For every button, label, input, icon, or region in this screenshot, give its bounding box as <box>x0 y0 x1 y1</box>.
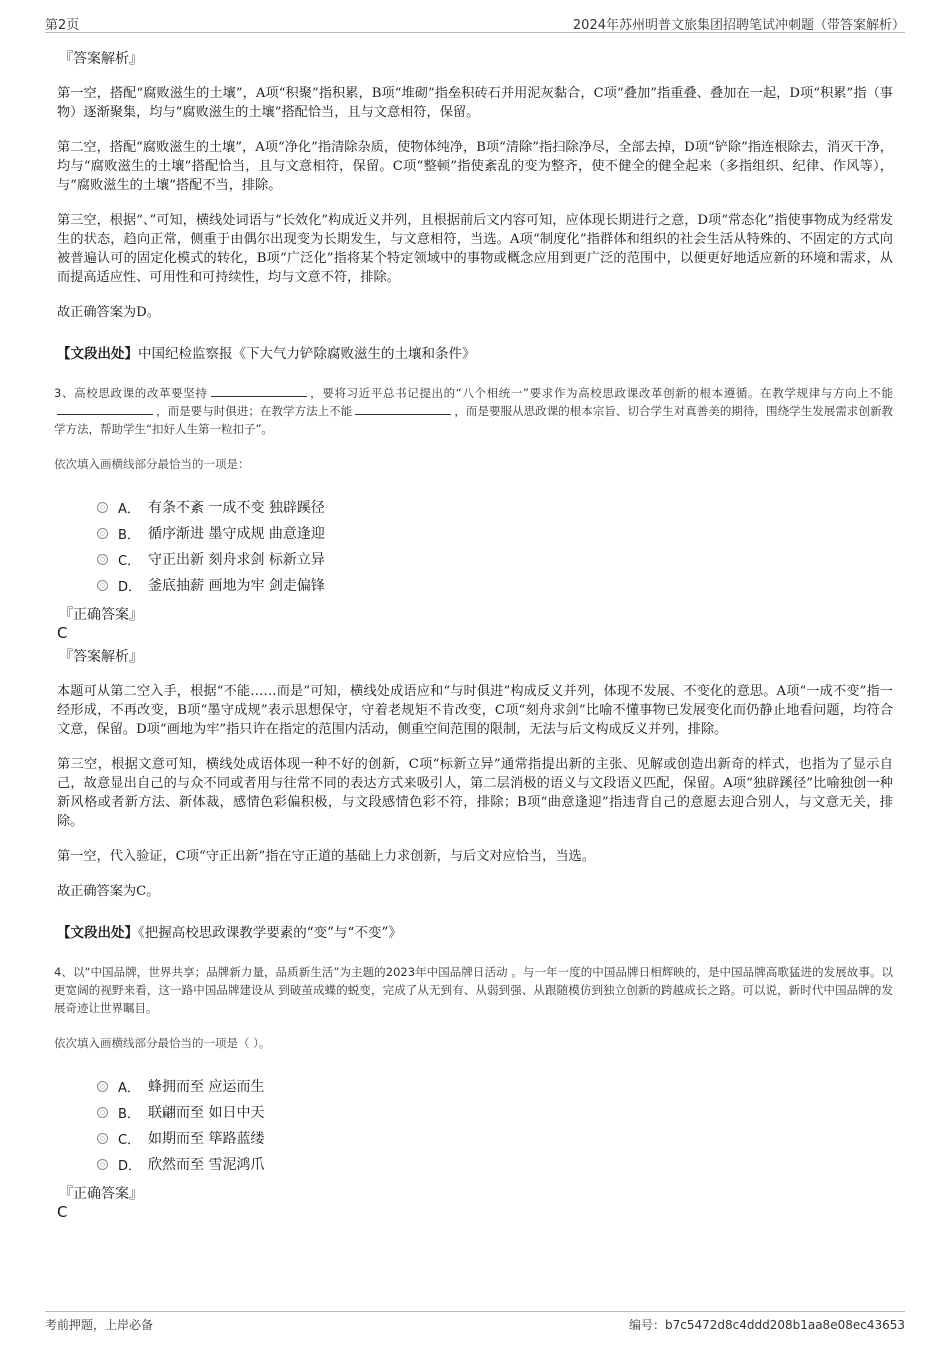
analysis-label: 『答案解析』 <box>59 649 143 665</box>
option-b[interactable] <box>97 520 893 546</box>
code-value: b7c5472d8c4ddd208b1aa8e08ec43653 <box>664 1318 905 1332</box>
option-letter: D． <box>118 579 142 595</box>
source-citation <box>57 342 893 362</box>
option-d[interactable] <box>97 572 893 598</box>
radio-icon[interactable] <box>97 554 108 565</box>
analysis-paragraph: 第一空，搭配“腐败滋生的土壤”，A项“积聚”指积累，B项“堆砌”指垒积砖石并用泥灰黏合，C项“叠加”指重叠、叠加在一起，D项“积累”指（事物）逐渐聚集，均与“腐败滋生的土壤”搭配恰当，且与文意相符，保留。 <box>57 86 893 120</box>
option-text: 有条不紊 一成不变 独辟蹊径 <box>148 500 325 516</box>
question-4-text: 4、以“中国品牌，世界共享；品牌新力量，品质新生活”为主题的2023年中国品牌日活动 。与一年一度的中国品牌日相辉映的，是中国品牌高歌猛进的发展故事。以更宽阔的视野来看，这一路中国品牌建设从 到破茧成蝶的蜕变，完成了从无到有、从弱到强、从跟随模仿到独立创新的跨越成长之路。可以说，新时代中国品牌的发展奇迹让世界瞩目。 <box>54 965 893 1015</box>
question-3-text <box>54 384 893 438</box>
option-letter: B． <box>118 527 140 543</box>
question-text-part: ，而是要服从思政课的根本宗旨、切合学生对真善美的期待，围绕学生发展需求创新教学方法，帮助学生“扣好人生第一粒扣子”。 <box>54 404 894 436</box>
source-citation <box>57 921 893 941</box>
correct-answer-label: 『正确答案』 <box>59 607 143 623</box>
code-label: 编号： <box>628 1318 665 1332</box>
source-text: 中国纪检监察报《下大气力铲除腐败滋生的土壤和条件》 <box>138 346 476 362</box>
question-text-part: ，而是要与时俱进；在教学方法上不能 <box>156 404 353 418</box>
question-prompt: 依次填入画横线部分最恰当的一项是： <box>54 457 250 471</box>
page-header <box>45 12 905 33</box>
option-text: 釜底抽薪 画地为牢 剑走偏锋 <box>148 578 325 594</box>
radio-icon[interactable] <box>97 528 108 539</box>
option-a[interactable] <box>97 1073 893 1099</box>
radio-icon[interactable] <box>97 580 108 591</box>
source-text: 《把握高校思政课教学要素的“变”与“不变”》 <box>138 925 402 941</box>
option-letter: B． <box>118 1106 140 1122</box>
document-code <box>629 1316 905 1333</box>
source-label: 【文段出处】 <box>57 346 138 362</box>
answer-blank <box>211 384 307 397</box>
correct-answer: C <box>57 624 68 642</box>
question-text-part: ，要将习近平总书记提出的“八个相统一”要求作为高校思政课改革创新的根本遵循。在教学规律与方向上不能 <box>309 386 893 400</box>
radio-icon[interactable] <box>97 1159 108 1170</box>
option-text: 蜂拥而至 应运而生 <box>148 1079 265 1095</box>
analysis-label: 『答案解析』 <box>59 51 143 67</box>
option-d[interactable] <box>97 1151 893 1177</box>
option-a[interactable] <box>97 494 893 520</box>
page-footer <box>45 1311 905 1336</box>
option-c[interactable] <box>97 546 893 572</box>
source-label: 【文段出处】 <box>57 925 138 941</box>
answer-conclusion: 故正确答案为C。 <box>57 884 160 899</box>
radio-icon[interactable] <box>97 502 108 513</box>
analysis-paragraph: 第三空，根据“、”可知，横线处词语与“长效化”构成近义并列，且根据前后文内容可知，应体现长期进行之意，D项“常态化”指使事物成为经常发生的状态，趋向正常，侧重于由偶尔出现变为长期发生，与文意相符，当选。A项“制度化”指群体和组织的社会生活从特殊的、不固定的方式向被普遍认可的固定化模式的转化，B项“广泛化”指将某个特定领域中的事物或概念应用到更广泛的范围中，以便更好地适应新的环境和需求，从而提高适应性、可用性和可持续性，均与文意不符，排除。 <box>57 213 893 285</box>
correct-answer-label: 『正确答案』 <box>59 1186 143 1202</box>
footer-slogan: 考前押题，上岸必备 <box>45 1318 154 1332</box>
option-letter: C． <box>118 553 141 569</box>
option-text: 守正出新 刻舟求剑 标新立异 <box>148 552 325 568</box>
analysis-paragraph: 本题可从第二空入手，根据“不能……而是”可知，横线处成语应和“与时俱进”构成反义并列，体现不发展、不变化的意思。A项“一成不变”指一经形成，不再改变，B项“墨守成规”表示思想保守，守着老规矩不肯改变，C项“刻舟求剑”比喻不懂事物已发展变化而仍静止地看问题，均符合文意，保留。D项“画地为牢”指只许在指定的范围内活动，侧重空间范围的限制，无法与后文构成反义并列，排除。 <box>57 684 893 737</box>
option-letter: C． <box>118 1132 141 1148</box>
page-number: 第2页 <box>45 18 80 33</box>
option-letter: A． <box>118 501 140 517</box>
option-text: 循序渐进 墨守成规 曲意逢迎 <box>148 526 325 542</box>
option-text: 欣然而至 雪泥鸿爪 <box>148 1157 265 1173</box>
answer-blank <box>355 402 451 415</box>
radio-icon[interactable] <box>97 1133 108 1144</box>
question-text-part: 3、高校思政课的改革要坚持 <box>54 386 208 400</box>
option-b[interactable] <box>97 1099 893 1125</box>
analysis-paragraph: 第一空，代入验证，C项“守正出新”指在守正道的基础上力求创新，与后文对应恰当，当选。 <box>57 849 595 864</box>
option-text: 联翩而至 如日中天 <box>148 1105 265 1121</box>
radio-icon[interactable] <box>97 1081 108 1092</box>
option-letter: D． <box>118 1158 142 1174</box>
option-list <box>97 494 893 598</box>
analysis-paragraph: 第二空，搭配“腐败滋生的土壤”，A项“净化”指清除杂质，使物体纯净，B项“清除”指扫除净尽，全部去掉，D项“铲除”指连根除去，消灭干净，均与“腐败滋生的土壤”搭配恰当，且与文意相符，保留。C项“整顿”指使紊乱的变为整齐，使不健全的健全起来（多指组织、纪律、作风等），与“腐败滋生的土壤”搭配不当，排除。 <box>57 140 893 193</box>
page-content <box>54 40 894 1221</box>
analysis-paragraph: 第三空，根据文意可知，横线处成语体现一种不好的创新，C项“标新立异”通常指提出新的主张、见解或创造出新奇的样式，也指为了显示自己，故意显出自己的与众不同或者用与往常不同的表达方式来吸引人，第二层消极的语义与文段语义匹配，保留。A项“独辟蹊径”比喻独创一种新风格或者新方法、新体裁，感情色彩偏积极，与文段感情色彩不符，排除；B项“曲意逢迎”指违背自己的意愿去迎合别人，与文意无关，排除。 <box>57 757 893 829</box>
option-text: 如期而至 筚路蓝缕 <box>148 1131 265 1147</box>
document-title: 2024年苏州明普文旅集团招聘笔试冲刺题（带答案解析） <box>572 18 905 33</box>
question-prompt: 依次填入画横线部分最恰当的一项是（ ）。 <box>54 1036 271 1050</box>
option-letter: A． <box>118 1080 140 1096</box>
correct-answer: C <box>57 1203 68 1221</box>
option-c[interactable] <box>97 1125 893 1151</box>
radio-icon[interactable] <box>97 1107 108 1118</box>
answer-conclusion: 故正确答案为D。 <box>57 305 160 320</box>
answer-blank <box>57 402 153 415</box>
option-list <box>97 1073 893 1177</box>
